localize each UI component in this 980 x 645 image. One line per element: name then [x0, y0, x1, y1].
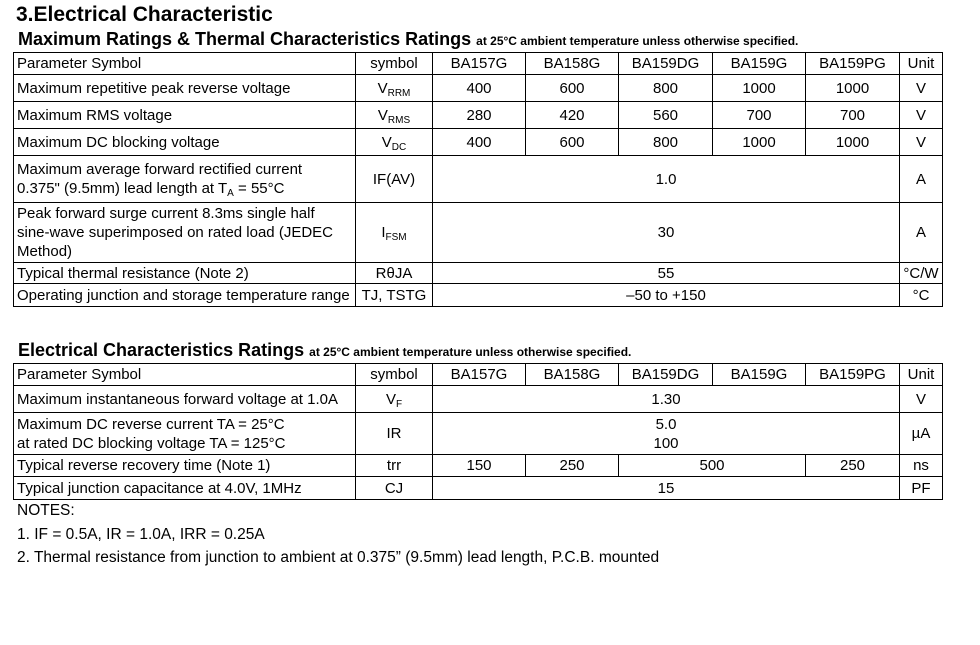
max-ratings-heading	[18, 29, 798, 50]
header-part: BA157G	[433, 53, 526, 75]
value-cell: 55	[433, 263, 900, 284]
unit-cell: ns	[900, 455, 943, 477]
symbol-main: V	[377, 79, 388, 97]
table-row	[14, 203, 943, 263]
header-part: BA159PG	[806, 364, 900, 386]
symbol-sub: RMS	[387, 114, 411, 126]
table-row	[14, 129, 943, 156]
unit-cell: V	[900, 102, 943, 129]
table-header-row	[14, 364, 943, 386]
header-part: BA159PG	[806, 53, 900, 75]
symbol-cell	[356, 386, 433, 413]
table-row	[14, 477, 943, 500]
value-cell: –50 to +150	[433, 284, 900, 307]
elec-ratings-table	[13, 363, 943, 500]
param-line: Method)	[17, 243, 73, 260]
symbol-cell	[356, 102, 433, 129]
header-param: Parameter Symbol	[14, 53, 356, 75]
param-cell: Maximum instantaneous forward voltage at 1.0A	[14, 386, 356, 413]
param-cell	[14, 413, 356, 455]
unit-cell: V	[900, 75, 943, 102]
param-cell: Maximum DC blocking voltage	[14, 129, 356, 156]
table-row	[14, 263, 943, 284]
value-cell: 280	[433, 102, 526, 129]
value-cell: 15	[433, 477, 900, 500]
param-line-text: = 55°C	[233, 180, 285, 197]
unit-cell: V	[900, 386, 943, 413]
value-cell: 700	[806, 102, 900, 129]
symbol-cell: IR	[356, 413, 433, 455]
unit-cell: PF	[900, 477, 943, 500]
value-cell: 600	[526, 129, 619, 156]
value-cell: 1000	[713, 129, 806, 156]
param-cell: Maximum RMS voltage	[14, 102, 356, 129]
table-row	[14, 413, 943, 455]
value-cell: 500	[619, 455, 806, 477]
value-cell: 800	[619, 129, 713, 156]
header-param: Parameter Symbol	[14, 364, 356, 386]
unit-cell: °C	[900, 284, 943, 307]
table-row	[14, 75, 943, 102]
unit-cell: A	[900, 203, 943, 263]
value-cell: 700	[713, 102, 806, 129]
param-cell: Operating junction and storage temperature range	[14, 284, 356, 307]
header-part: BA159G	[713, 364, 806, 386]
header-part: BA159DG	[619, 364, 713, 386]
param-cell: Typical thermal resistance (Note 2)	[14, 263, 356, 284]
param-line: Maximum DC reverse current TA = 25°C	[17, 415, 285, 433]
value-cell: 420	[526, 102, 619, 129]
symbol-main: V	[377, 106, 388, 124]
elec-ratings-heading	[18, 340, 631, 361]
value-cell: 400	[433, 129, 526, 156]
elec-ratings-heading-text: Electrical Characteristics Ratings	[18, 340, 305, 360]
symbol-cell: TJ, TSTG	[356, 284, 433, 307]
value-cell: 30	[433, 203, 900, 263]
value-cell: 1.0	[433, 156, 900, 203]
table-row	[14, 156, 943, 203]
symbol-main: V	[381, 133, 392, 151]
param-cell	[14, 203, 356, 263]
value-cell: 800	[619, 75, 713, 102]
value-cell: 1000	[713, 75, 806, 102]
value-cell: 1000	[806, 75, 900, 102]
unit-cell: µA	[900, 413, 943, 455]
max-ratings-table	[13, 52, 943, 307]
header-part: BA159G	[713, 53, 806, 75]
value-cell: 400	[433, 75, 526, 102]
header-part: BA157G	[433, 364, 526, 386]
unit-cell: A	[900, 156, 943, 203]
param-line	[17, 179, 352, 198]
header-part: BA158G	[526, 364, 619, 386]
header-unit: Unit	[900, 53, 943, 75]
notes-title: NOTES:	[17, 502, 75, 519]
symbol-sub: F	[395, 398, 403, 410]
param-cell: Maximum repetitive peak reverse voltage	[14, 75, 356, 102]
header-symbol: symbol	[356, 364, 433, 386]
value-line: 100	[653, 434, 679, 452]
param-line: at rated DC blocking voltage TA = 125°C	[17, 434, 286, 452]
symbol-sub: RRM	[387, 87, 411, 99]
value-cell: 600	[526, 75, 619, 102]
value-cell: 1.30	[433, 386, 900, 413]
symbol-cell	[356, 203, 433, 263]
value-cell: 150	[433, 455, 526, 477]
param-line: Maximum average forward rectified current	[17, 161, 303, 178]
symbol-cell	[356, 75, 433, 102]
symbol-main: I	[381, 224, 386, 241]
symbol-sub: DC	[391, 141, 407, 153]
symbol-cell: trr	[356, 455, 433, 477]
value-cell: 560	[619, 102, 713, 129]
note-2: 2. Thermal resistance from junction to ambient at 0.375” (9.5mm) lead length, P.C.B. mounted	[17, 549, 660, 566]
param-line: Peak forward surge current 8.3ms single half	[17, 205, 315, 222]
value-cell: 1000	[806, 129, 900, 156]
value-line: 5.0	[655, 415, 677, 433]
symbol-cell: CJ	[356, 477, 433, 500]
param-line-text: 0.375" (9.5mm) lead length at T	[17, 180, 228, 197]
param-cell: Typical reverse recovery time (Note 1)	[14, 455, 356, 477]
table-row	[14, 386, 943, 413]
param-cell	[14, 156, 356, 203]
param-line-sub: A	[227, 188, 234, 199]
value-cell: 250	[526, 455, 619, 477]
unit-cell: V	[900, 129, 943, 156]
elec-ratings-heading-note: at 25°C ambient temperature unless otherwise specified.	[309, 345, 632, 359]
table-row	[14, 284, 943, 307]
header-symbol: symbol	[356, 53, 433, 75]
symbol-main: V	[385, 390, 396, 408]
symbol-cell: IF(AV)	[356, 156, 433, 203]
value-cell: 250	[806, 455, 900, 477]
value-cell	[433, 413, 900, 455]
note-1: 1. IF = 0.5A, IR = 1.0A, IRR = 0.25A	[17, 526, 265, 543]
symbol-cell	[356, 129, 433, 156]
section-title: 3.Electrical Characteristic	[16, 3, 273, 26]
symbol-sub: FSM	[385, 232, 407, 243]
max-ratings-heading-text: Maximum Ratings & Thermal Characteristics Ratings	[18, 29, 472, 49]
max-ratings-heading-note: at 25°C ambient temperature unless otherwise specified.	[476, 34, 799, 48]
table-row	[14, 455, 943, 477]
param-cell: Typical junction capacitance at 4.0V, 1MHz	[14, 477, 356, 500]
symbol-cell: RθJA	[356, 263, 433, 284]
header-part: BA158G	[526, 53, 619, 75]
param-line: sine-wave superimposed on rated load (JEDEC	[17, 224, 333, 241]
header-unit: Unit	[900, 364, 943, 386]
unit-cell: °C/W	[900, 263, 943, 284]
table-header-row	[14, 53, 943, 75]
header-part: BA159DG	[619, 53, 713, 75]
table-row	[14, 102, 943, 129]
